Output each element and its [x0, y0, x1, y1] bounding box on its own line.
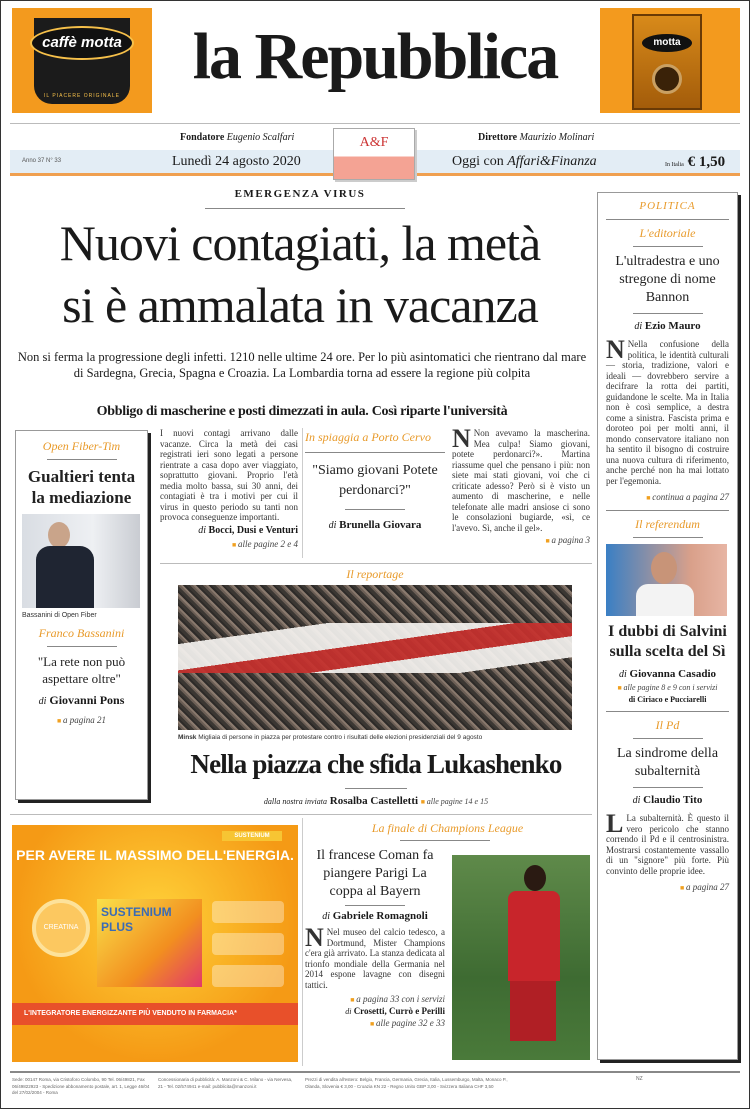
footer-col-1: Sede: 00147 Roma, via Cristoforo Colombo, 90 Tel. 06/49821, Fax 06/49822923 - Spedizione abbonamento postale, art. 1, Legge 46/04 del 27/02/2004 - Roma — [12, 1077, 150, 1095]
pd-byline: di Claudio Tito — [632, 794, 703, 806]
supplement: Oggi con Affari&Finanza — [452, 154, 597, 169]
lead-subhead[interactable]: Obbligo di mascherine e posti dimezzati in aula. Così riparte l'università — [96, 404, 508, 419]
footer-col-3: Prezzi di vendita all'estero: Belgio, Francia, Germania, Grecia, Italia, Lussemburgo, Malta, Monaco P., Olanda, Slovenia € 3,00 - Croazia KN 22 - Regno Unito GBP 3,00 - Svizzera Italiana CHF 3,50 — [305, 1077, 508, 1089]
ad-banner: L'INTEGRATORE ENERGIZZANTE PIÙ VENDUTO IN FARMACIA* — [12, 1003, 298, 1025]
date: Lunedì 24 agosto 2020 — [172, 154, 301, 169]
product-box: SUSTENIUM PLUS — [97, 899, 202, 987]
pd-ref[interactable]: ■ a pagina 27 — [606, 882, 729, 894]
champions-headline[interactable]: Il francese Coman fa piangere Parigi La coppa al Bayern — [316, 848, 434, 899]
editorial-ref[interactable]: ■ continua a pagina 27 — [606, 492, 729, 504]
champions-body: N Nel museo del calcio tedesco, a Dortmund, Mister Champions c'era già arrivato. La stanza dedicata al trionfo mondiale della Germania nel 2014 espone lavagne con disegni tattici. — [305, 923, 445, 990]
ad-tagline: IL PIACERE ORIGINALE — [44, 93, 120, 99]
pd-body: L La subalternità. È questo il vero pericolo che stanno correndo il Pd e il centrosinistra. Mostrarsi costantemente vassallo di un "signore" più forte. Più convinto delle proprie idee. — [606, 809, 729, 876]
footer-col-2: Concessionaria di pubblicità: A. Manzoni & C. Milano - via Nervesa, 21 - Tel. 02/574941 e-mail: pubblicita@manzoni.it — [158, 1077, 293, 1089]
lead-kicker: EMERGENZA VIRUS — [234, 188, 366, 200]
editorial-byline: di Ezio Mauro — [634, 320, 701, 332]
af-logo[interactable]: A&F — [333, 128, 415, 180]
contagi-body: I nuovi contagi arrivano dalle vacanze. Circa la metà dei casi registrati ieri sono legati a persone rientrate a casa dopo aver viaggiato, soprattutto giovani. Proprio l'età media molto bassa, sui 30 anni, dei contagiati è tra i motivi per cui il virus in questo periodo su tanti non provoca conseguenze importanti. — [160, 428, 298, 522]
ad-motta-right[interactable] — [600, 8, 740, 113]
lead-headline[interactable]: Nuovi contagiati, la metà si è ammalata in vacanza — [59, 215, 541, 333]
issue-number: Anno 37 N° 33 — [22, 158, 62, 164]
porto-cervo-quote[interactable]: "Siamo giovani Potete perdonarci?" — [312, 463, 438, 498]
reportage-kicker: Il reportage — [346, 567, 404, 581]
openfiber-byline: di Giovanni Pons — [38, 693, 125, 707]
ad-sustenium[interactable]: SUSTENIUM PER AVERE IL MASSIMO DELL'ENERGIA. CREATINA SUSTENIUM PLUS L'INTEGRATORE ENERGIZZANTE PIÙ VENDUTO IN FARMACIA* — [12, 825, 298, 1062]
coffee-cup-icon — [652, 64, 682, 94]
founder: Fondatore Eugenio Scalfari — [180, 132, 295, 143]
referendum-byline: di Giovanna Casadio — [618, 668, 717, 680]
contagi-ref[interactable]: ■ alle pagine 2 e 4 — [160, 539, 298, 551]
porto-cervo-text-column — [452, 424, 590, 547]
reportage-headline[interactable]: Nella piazza che sfida Lukashenko — [190, 749, 562, 779]
champions-ref1[interactable]: ■ a pagina 33 con i servizi — [305, 994, 445, 1005]
ad-brand: motta — [642, 34, 692, 52]
director: Direttore Maurizio Molinari — [478, 132, 595, 143]
photo-caption: Bassanini di Open Fiber — [22, 612, 97, 619]
openfiber-headline[interactable]: Gualtieri tenta la mediazione — [27, 467, 136, 507]
reportage-caption: Minsk Migliaia di persone in piazza per protestare contro i risultati delle elezioni presidenziali del 9 agosto — [178, 734, 483, 741]
referendum-headline[interactable]: I dubbi di Salvini sulla scelta del Sì — [608, 623, 727, 660]
porto-cervo-kicker: In spiaggia a Porto Cervo — [305, 430, 431, 444]
ad-caffe-motta-left[interactable] — [12, 8, 152, 113]
politica-section: POLITICA — [639, 200, 696, 212]
porto-cervo-ref[interactable]: ■ a pagina 3 — [452, 535, 590, 547]
reportage-byline: dalla nostra inviata Rosalba Castelletti ■ alle pagine 14 e 15 — [160, 794, 592, 809]
openfiber-quote[interactable]: "La rete non può aspettare oltre" — [37, 654, 126, 686]
pd-kicker: Il Pd — [655, 718, 680, 732]
contagi-byline: di Bocci, Dusi e Venturi — [198, 524, 298, 536]
salvini-photo — [606, 544, 727, 616]
coman-photo[interactable] — [452, 855, 590, 1060]
champions-byline2: di Crosetti, Currò e Perilli — [345, 1006, 445, 1016]
porto-cervo-body: N Non avevamo la mascherina. Mea culpa! Siamo giovani, potete perdonarci?». Martina riassume quel che pensano i più: non siete mai stati giovani, voi che ci criticate adesso? Però si è visto un aumento di mascherine, e nelle telefonate alle madri ansiose ci sono le consolazioni bugiarde, «sì, ce l'avevo. Sì, anche il gel». — [452, 424, 590, 533]
right-column — [597, 192, 738, 1060]
openfiber-ref[interactable]: ■ a pagina 21 — [22, 715, 141, 727]
price: In Italia € 1,50 — [665, 154, 726, 170]
referendum-kicker: Il referendum — [635, 517, 700, 531]
champions-byline: di Gabriele Romagnoli — [322, 910, 428, 922]
champions-kicker: La finale di Champions League — [371, 821, 524, 835]
referendum-byline2: di Ciriaco e Pucciarelli — [628, 695, 707, 704]
champions-column — [305, 847, 445, 1029]
bassanini-photo — [22, 514, 140, 608]
pd-headline[interactable]: La sindrome della subalternità — [616, 746, 719, 779]
ad-brand: caffè motta — [30, 26, 134, 60]
editorial-kicker: L'editoriale — [639, 226, 696, 240]
masthead-title: la Repubblica — [192, 20, 558, 93]
minsk-protest-photo[interactable] — [178, 585, 572, 730]
champions-ref2[interactable]: ■ alle pagine 32 e 33 — [305, 1018, 445, 1029]
porto-cervo-column — [305, 430, 445, 533]
openfiber-box — [15, 430, 148, 800]
ad-headline: PER AVERE IL MASSIMO DELL'ENERGIA. — [16, 847, 294, 863]
editorial-headline[interactable]: L'ultradestra e uno stregone di nome Bannon — [615, 254, 720, 305]
contagi-column — [160, 428, 298, 551]
footer-col-4: NZ — [636, 1076, 643, 1082]
openfiber-kicker: Open Fiber-Tim — [42, 439, 121, 453]
openfiber-name-kicker: Franco Bassanini — [38, 626, 125, 640]
porto-cervo-byline: di Brunella Giovara — [328, 519, 422, 531]
lead-summary: Non si ferma la progressione degli infetti. 1210 nelle ultime 24 ore. Per lo più asintomatici che rientrano dal mare di Sardegna, Grecia, Spagna e Croazia. La Lombardia torna ad essere la regione più colpita — [17, 350, 587, 380]
referendum-ref[interactable]: ■ alle pagine 8 e 9 con i servizi — [606, 683, 729, 693]
editorial-body: N Nella confusione della politica, le identità culturali — storia, tradizione, valori e ideali — dovrebbero servire a decifrare la rotta dei partiti, guidandone le scelte. Ma in Italia non è così semplice, a destra come a sinistra. Fascista prima e doroteo poi per molti anni, il mondo conservatore italiano non ha sentito il bisogno di costruire una nuova cultura di riferimento, anche perché non ha mai lottato per l'egemonia. — [606, 335, 729, 486]
